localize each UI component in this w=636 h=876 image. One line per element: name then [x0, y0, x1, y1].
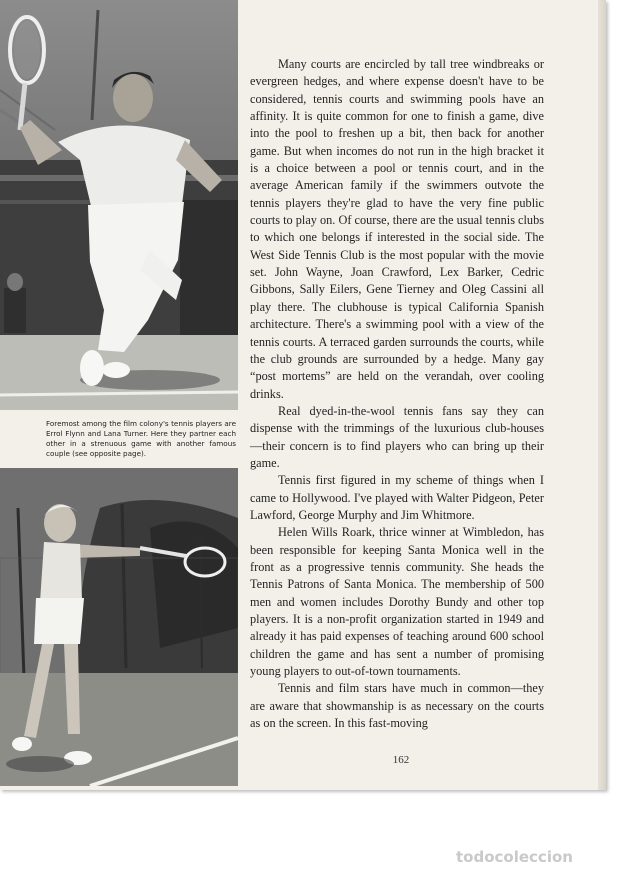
- article-body: [250, 56, 544, 732]
- paragraph: Many courts are encircled by tall tree windbreaks or evergreen hedges, and where expense doesn't have to be considered, tennis courts and swimming pools have an affinity. It is quite common for one to finish a game, dive into the pool to freshen up a bit, then back for another game. But when incomes do not run in the high bracket it is a choice between a pool or tennis court, and in the average American family if the swimmers outvote the tennis players they're glad to have the very fine public courts to play on. Of course, there are the usual tennis clubs to which one belongs if interested in the social side. The West Side Tennis Club is the most popular with the movie set. John Wayne, Joan Crawford, Lex Barker, Cedric Gibbons, Sally Eilers, Gene Tierney and Oleg Cassini all play there. The clubhouse is typical California Spanish architecture. There's a swimming pool with a view of the tennis courts. A terraced garden surrounds the courts, while the club grounds are surrounded by a hedge. Many gay “post mortems” are held on the verandah, over cooling drinks.: [250, 57, 545, 401]
- paragraph: Helen Wills Roark, thrice winner at Wimbledon, has been responsible for keeping Santa Monica well in the front as a progressive tennis community. She heads the Tennis Patrons of Santa Monica. The membership of 500 men and women includes Dorothy Bundy and other top players. It is a non-profit organization started in 1949 and already it has paid expenses of teaching around 600 school children the game and has sent a number of promising young players to out-of-town tournaments.: [250, 525, 544, 679]
- paragraph: Tennis and film stars have much in common—they are aware that showmanship is as necessary on the courts as on the screen. In this fast-moving: [250, 681, 544, 731]
- paragraph: Tennis first figured in my scheme of things when I came to Hollywood. I've played with Walter Pidgeon, Peter Lawford, George Murphy and Jim Whitmore.: [250, 473, 544, 522]
- photo-caption: Foremost among the film colony's tennis players are Errol Flynn and Lana Turner. Here they partner each other in a strenuous game with another famous couple (see opposite page).: [46, 419, 236, 458]
- page-edge: [598, 0, 606, 790]
- photo-woman-tennis-player: [0, 468, 238, 786]
- paragraph: Real dyed-in-the-wool tennis fans say they can dispense with the trimmings of the luxurious club-houses—their concern is to find players who can bring up their game.: [250, 403, 544, 470]
- watermark-logo: [456, 846, 628, 868]
- page-number: 162: [392, 754, 410, 766]
- watermark-text: todocoleccion: [456, 848, 573, 866]
- photo-man-tennis-player: [0, 0, 238, 410]
